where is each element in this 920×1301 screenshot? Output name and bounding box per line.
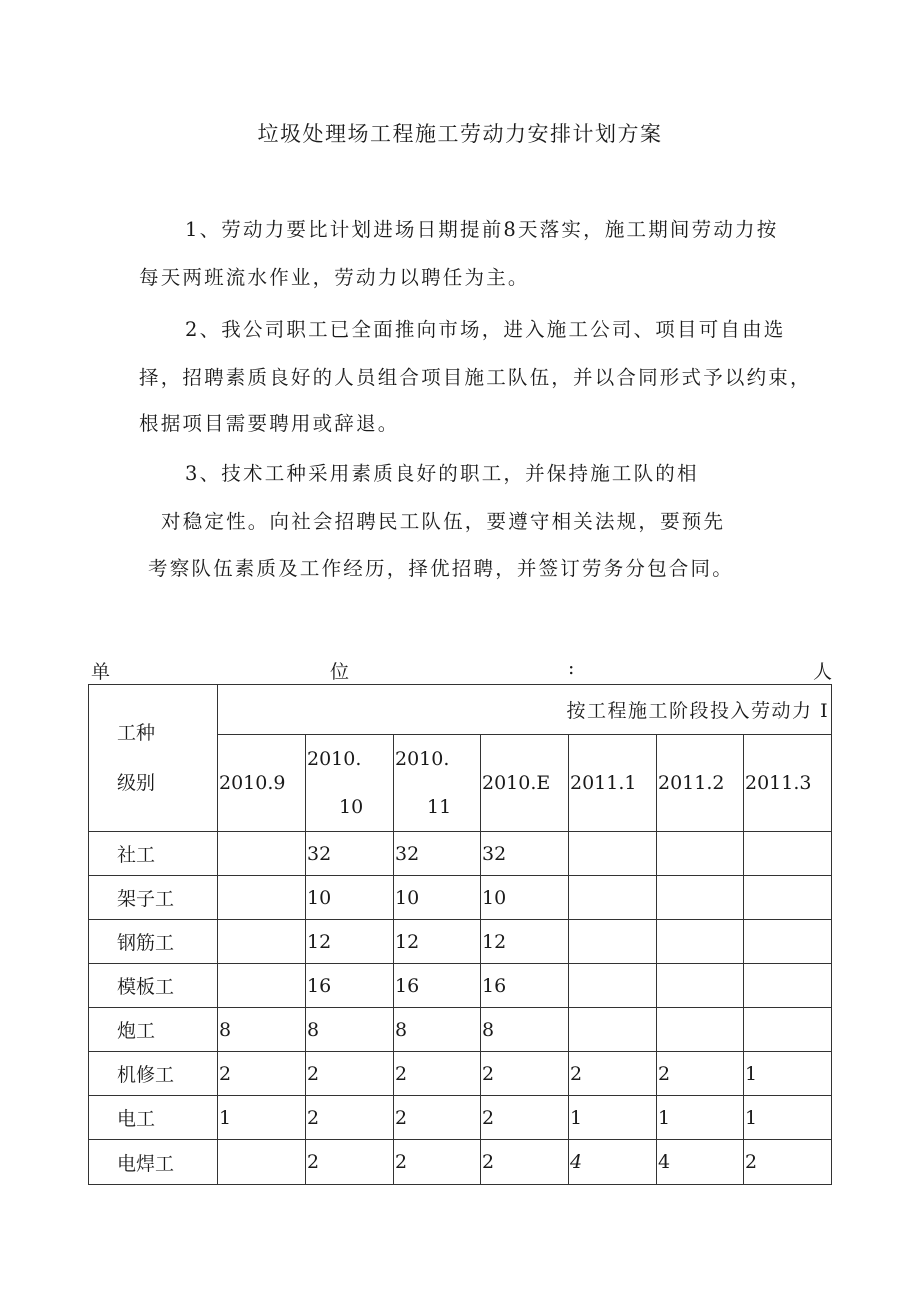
table-cell — [218, 832, 306, 876]
table-cell — [657, 876, 744, 920]
paragraph-1-line-1: 1、劳动力要比计划进场日期提前8天落实，施工期间劳动力按 — [185, 218, 779, 241]
table-cell: 32 — [306, 832, 394, 876]
month-header — [306, 735, 394, 832]
labor-plan-table — [88, 684, 832, 1185]
table-cell: 2 — [306, 1140, 394, 1185]
table-cell — [569, 920, 657, 964]
table-cell — [218, 964, 306, 1008]
unit-label-char-1: 单 — [91, 661, 111, 683]
month-header: 2010.E — [481, 735, 569, 832]
table-row — [89, 964, 832, 1008]
table-cell: 2 — [306, 1096, 394, 1140]
paragraph-2-line-1: 2、我公司职工已全面推向市场，进入施工公司、项目可自由选 — [185, 318, 786, 341]
table-cell — [744, 832, 832, 876]
table-cell: 2 — [657, 1052, 744, 1096]
trade-name: 机修工 — [89, 1052, 218, 1096]
table-cell — [218, 1140, 306, 1185]
table-cell: 1 — [657, 1096, 744, 1140]
table-cell — [657, 832, 744, 876]
table-row — [89, 920, 832, 964]
table-row — [89, 1096, 832, 1140]
unit-label-char-2: 位 — [330, 661, 350, 683]
table-cell: 1 — [744, 1096, 832, 1140]
table-cell — [569, 832, 657, 876]
trade-name: 社工 — [89, 832, 218, 876]
month-header-line: 2010. — [307, 748, 362, 770]
table-cell: 32 — [481, 832, 569, 876]
table-cell: 1 — [744, 1052, 832, 1096]
month-header-line: 11 — [427, 796, 452, 818]
table-row — [89, 876, 832, 920]
table-cell — [657, 964, 744, 1008]
header-row-phase — [89, 685, 832, 735]
table-cell: 32 — [394, 832, 481, 876]
month-header: 2011.2 — [657, 735, 744, 832]
month-header-line: 10 — [339, 796, 364, 818]
table-cell — [744, 876, 832, 920]
table-cell — [569, 964, 657, 1008]
corner-header-level: 级别 — [117, 772, 156, 794]
table-cell — [657, 920, 744, 964]
unit-colon: : — [568, 657, 575, 679]
table-cell: 2 — [394, 1140, 481, 1185]
table-cell: 2 — [481, 1052, 569, 1096]
table-cell: 2 — [306, 1052, 394, 1096]
table-cell: 16 — [306, 964, 394, 1008]
table-cell — [218, 876, 306, 920]
corner-header-trade: 工种 — [117, 722, 156, 744]
table-cell — [744, 920, 832, 964]
table-cell: 2 — [218, 1052, 306, 1096]
table-row — [89, 832, 832, 876]
trade-name: 架子工 — [89, 876, 218, 920]
table-cell: 2 — [481, 1096, 569, 1140]
month-header: 2011.3 — [744, 735, 832, 832]
table-cell: 8 — [394, 1008, 481, 1052]
table-cell: 12 — [394, 920, 481, 964]
trade-name: 炮工 — [89, 1008, 218, 1052]
table-cell: 8 — [306, 1008, 394, 1052]
month-header: 2010.9 — [218, 735, 306, 832]
trade-name: 电焊工 — [89, 1140, 218, 1185]
table-cell: 1 — [569, 1096, 657, 1140]
table-cell: 16 — [481, 964, 569, 1008]
phase-header: 按工程施工阶段投入劳动力 I — [218, 685, 832, 735]
table-cell: 8 — [218, 1008, 306, 1052]
table-cell: 10 — [394, 876, 481, 920]
paragraph-1-line-2: 每天两班流水作业，劳动力以聘任为主。 — [139, 266, 530, 289]
table-row — [89, 1052, 832, 1096]
paragraph-3-line-2: 对稳定性。向社会招聘民工队伍，要遵守相关法规，要预先 — [161, 510, 726, 533]
table-cell: 4 — [569, 1140, 657, 1185]
table-row — [89, 1008, 832, 1052]
table-cell: 1 — [218, 1096, 306, 1140]
trade-name: 电工 — [89, 1096, 218, 1140]
table-cell — [744, 964, 832, 1008]
paragraph-2-line-2: 择，招聘素质良好的人员组合项目施工队伍，并以合同形式予以约束， — [139, 366, 812, 389]
table-cell: 8 — [481, 1008, 569, 1052]
month-header: 2011.1 — [569, 735, 657, 832]
paragraph-2-line-3: 根据项目需要聘用或辞退。 — [139, 412, 400, 435]
paragraph-3-line-1: 3、技术工种采用素质良好的职工，并保持施工队的相 — [185, 462, 699, 485]
table-cell: 2 — [481, 1140, 569, 1185]
paragraph-3-line-3: 考察队伍素质及工作经历，择优招聘，并签订劳务分包合同。 — [148, 557, 734, 580]
table-cell: 4 — [657, 1140, 744, 1185]
table-cell — [569, 1008, 657, 1052]
table-cell: 12 — [306, 920, 394, 964]
trade-name: 钢筋工 — [89, 920, 218, 964]
unit-person: 人 — [813, 661, 833, 683]
table-cell — [218, 920, 306, 964]
table-cell: 2 — [394, 1052, 481, 1096]
corner-header-cell — [89, 685, 218, 832]
table-cell — [657, 1008, 744, 1052]
table-cell — [744, 1008, 832, 1052]
trade-name: 模板工 — [89, 964, 218, 1008]
document-title: 垃圾处理场工程施工劳动力安排计划方案 — [257, 122, 663, 146]
table-cell: 2 — [744, 1140, 832, 1185]
table-cell: 16 — [394, 964, 481, 1008]
table-row — [89, 1140, 832, 1185]
month-header — [394, 735, 481, 832]
table-cell: 12 — [481, 920, 569, 964]
table-cell — [569, 876, 657, 920]
table-cell: 10 — [481, 876, 569, 920]
month-header-line: 2010. — [395, 748, 450, 770]
table-cell: 10 — [306, 876, 394, 920]
table-cell: 2 — [569, 1052, 657, 1096]
table-cell: 2 — [394, 1096, 481, 1140]
